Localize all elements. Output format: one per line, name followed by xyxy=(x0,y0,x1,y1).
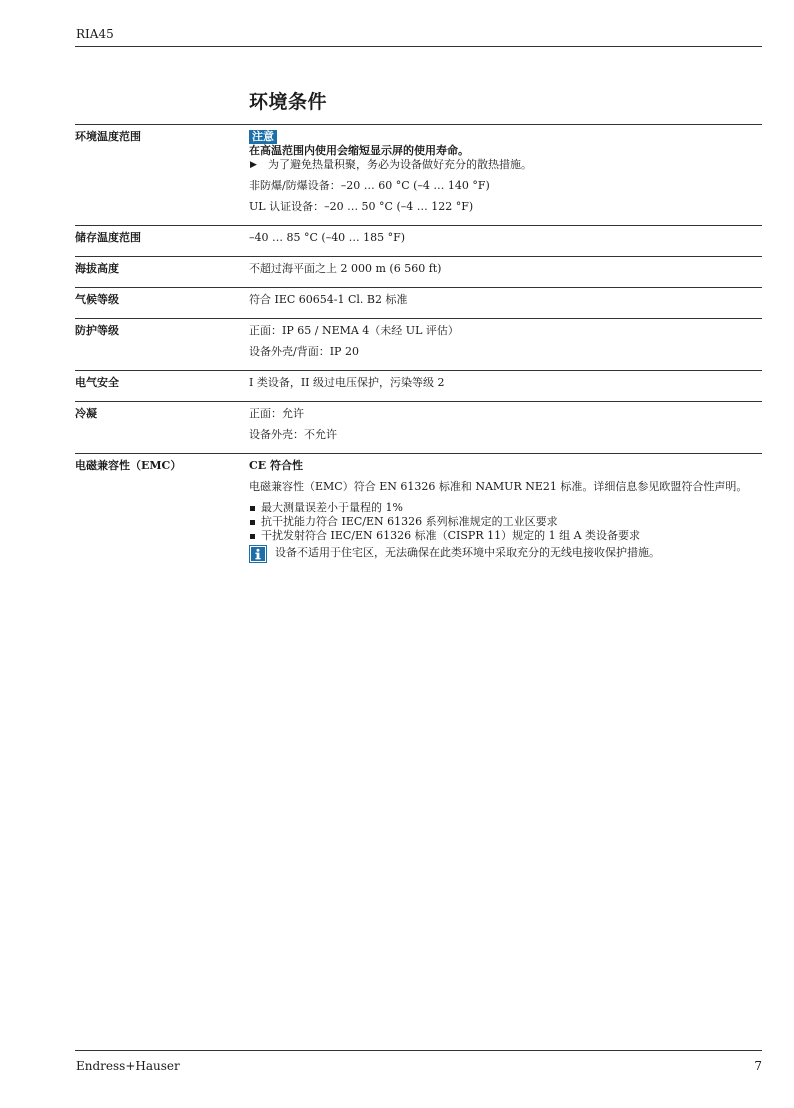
row-content xyxy=(249,376,762,390)
row-emc xyxy=(75,453,762,574)
emc-subtitle: CE 符合性 xyxy=(249,459,303,472)
info-text: 设备不适用于住宅区，无法确保在此类环境中采取充分的无线电接收保护措施。 xyxy=(275,546,660,559)
document-header-title: RIA45 xyxy=(76,27,114,41)
arrow-right-icon: ▶ xyxy=(250,160,257,170)
altitude-value: 不超过海平面之上 2 000 m (6 560 ft) xyxy=(249,262,442,275)
emc-bullet-list xyxy=(249,501,762,543)
row-content xyxy=(249,459,762,563)
row-label: 电气安全 xyxy=(75,376,119,389)
bullet-text: 干扰发射符合 IEC/EN 61326 标准（CISPR 11）规定的 1 组 A 类设备要求 xyxy=(261,529,641,542)
list-item xyxy=(249,529,762,543)
bullet-text: 最大测量误差小于量程的 1% xyxy=(261,501,403,514)
protection-front: 正面：IP 65 / NEMA 4（未经 UL 评估） xyxy=(249,324,459,337)
notice-badge: 注意 xyxy=(249,130,277,144)
row-label: 储存温度范围 xyxy=(75,231,141,244)
ambient-temp-ul: UL 认证设备：–20 … 50 °C (–4 … 122 °F) xyxy=(249,200,474,213)
row-condensation xyxy=(75,401,762,453)
row-ambient-temperature xyxy=(75,124,762,225)
row-label: 环境温度范围 xyxy=(75,130,141,143)
row-label: 冷凝 xyxy=(75,407,97,420)
row-label: 气候等级 xyxy=(75,293,119,306)
condensation-housing: 设备外壳：不允许 xyxy=(249,428,337,441)
row-content xyxy=(249,231,762,245)
bullet-icon xyxy=(250,534,255,539)
row-protection-class xyxy=(75,318,762,370)
bullet-icon xyxy=(250,506,255,511)
row-label: 防护等级 xyxy=(75,324,119,337)
list-item xyxy=(249,501,762,515)
list-item xyxy=(249,515,762,529)
info-icon xyxy=(249,545,267,563)
row-label: 电磁兼容性（EMC） xyxy=(75,459,182,472)
row-content xyxy=(249,130,762,214)
condensation-front: 正面：允许 xyxy=(249,407,304,420)
storage-temp-value: –40 … 85 °C (–40 … 185 °F) xyxy=(249,231,406,244)
row-label: 海拔高度 xyxy=(75,262,119,275)
notice-instruction-text: 为了避免热量积聚，务必为设备做好充分的散热措施。 xyxy=(268,158,532,171)
footer-brand: Endress+Hauser xyxy=(76,1059,180,1073)
row-content xyxy=(249,324,762,359)
row-content xyxy=(249,407,762,442)
climate-class-value: 符合 IEC 60654-1 Cl. B2 标准 xyxy=(249,293,408,306)
page-number: 7 xyxy=(754,1059,762,1073)
bullet-text: 抗干扰能力符合 IEC/EN 61326 系列标准规定的工业区要求 xyxy=(261,515,558,528)
footer-divider xyxy=(75,1050,762,1051)
row-climate-class xyxy=(75,287,762,318)
emc-description: 电磁兼容性（EMC）符合 EN 61326 标准和 NAMUR NE21 标准。详细信息参见欧盟符合性声明。 xyxy=(249,480,748,493)
row-electrical-safety xyxy=(75,370,762,401)
row-altitude xyxy=(75,256,762,287)
row-content xyxy=(249,293,762,307)
notice-instruction xyxy=(249,158,762,172)
row-storage-temperature xyxy=(75,225,762,256)
section-title: 环境条件 xyxy=(249,91,328,113)
electrical-safety-value: I 类设备，II 级过电压保护，污染等级 2 xyxy=(249,376,445,389)
ambient-temp-standard: 非防爆/防爆设备：–20 … 60 °C (–4 … 140 °F) xyxy=(249,179,490,192)
bullet-icon xyxy=(250,520,255,525)
row-content xyxy=(249,262,762,276)
spec-table xyxy=(75,124,762,574)
info-note xyxy=(249,545,762,563)
header-divider xyxy=(75,46,762,47)
protection-housing: 设备外壳/背面：IP 20 xyxy=(249,345,359,358)
notice-text: 在高温范围内使用会缩短显示屏的使用寿命。 xyxy=(249,144,469,157)
